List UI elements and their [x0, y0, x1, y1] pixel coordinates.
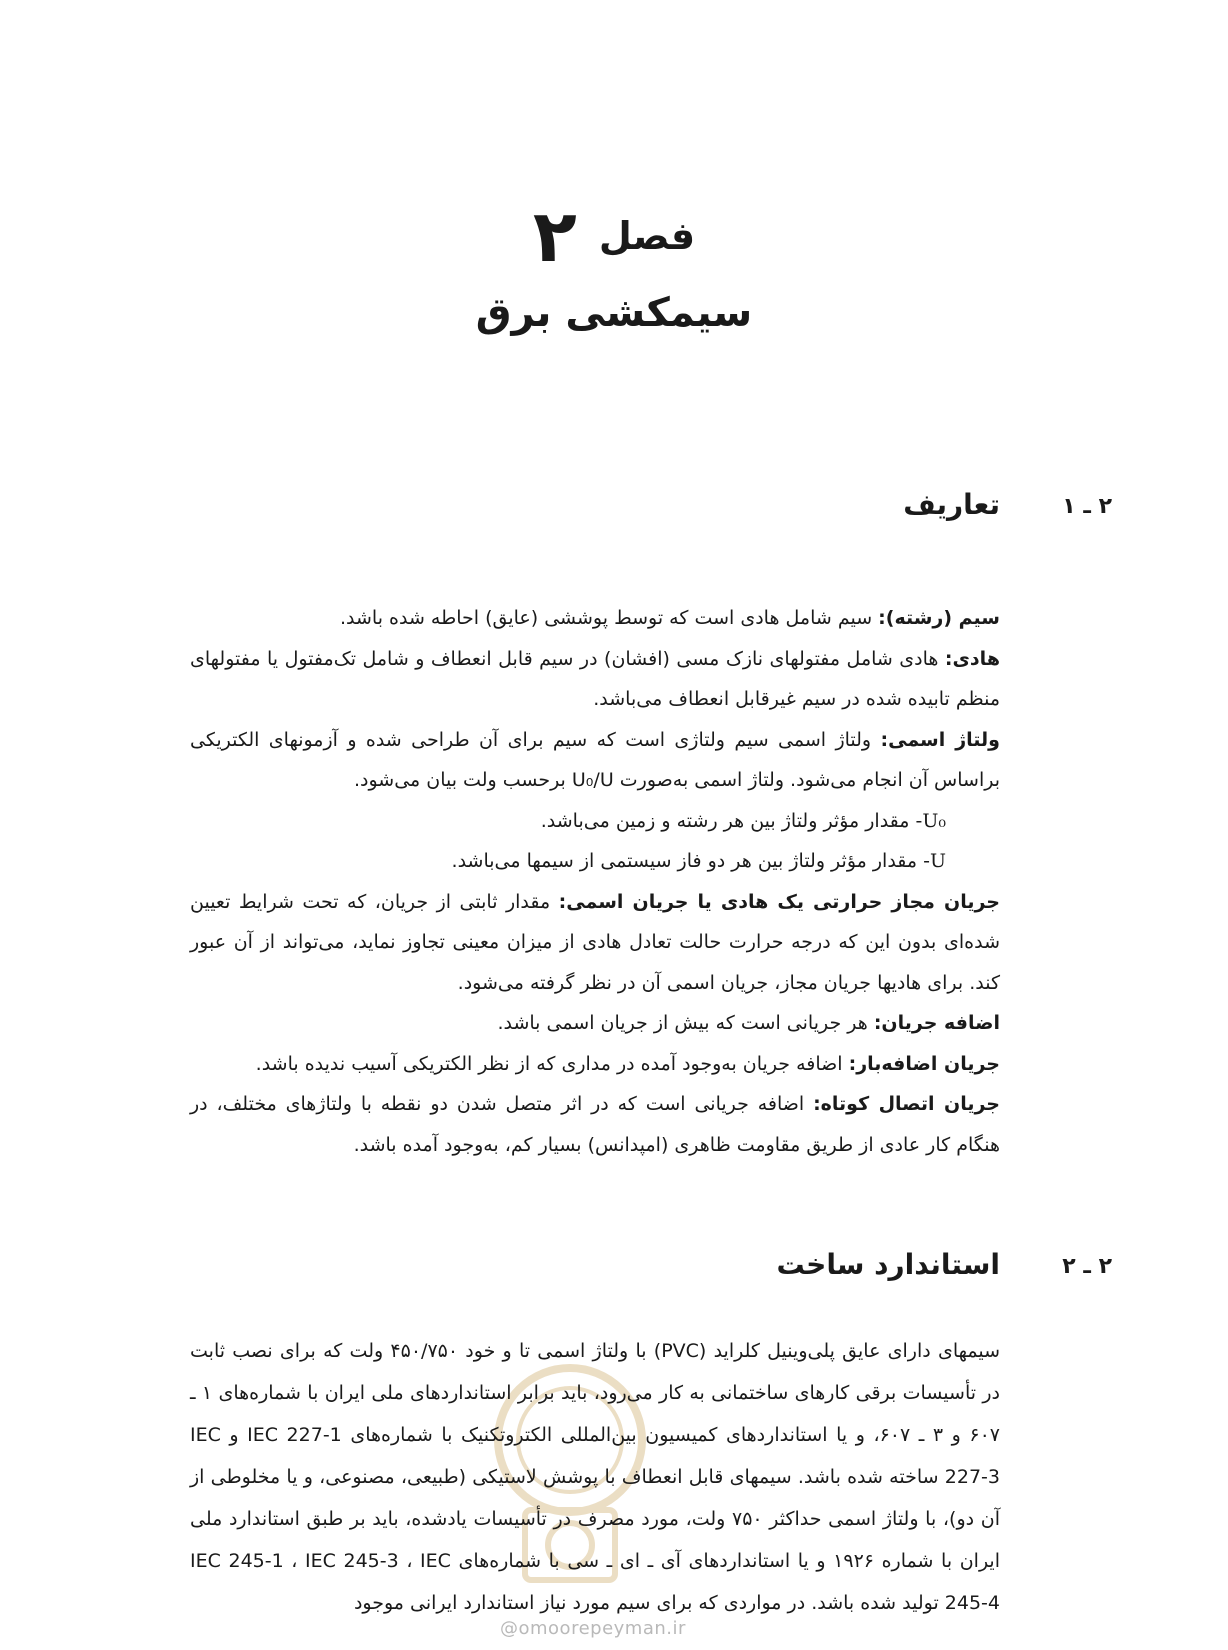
definition-text: اضافه جریانی است که در اثر متصل شدن دو نقطه با ولتاژهای مختلف، در هنگام کار عادی از طریق مقاومت ظاهری (امپدانس) بسیار کم، به‌وجود آمده باشد. [190, 1093, 1000, 1156]
definition-rated-current [190, 882, 1000, 1004]
chapter-label [0, 194, 1228, 278]
u0-symbol: U₀ [922, 809, 946, 832]
site-watermark: @omoorepeyman.ir [500, 1618, 686, 1639]
u-symbol: U [929, 850, 946, 872]
definition-overload-current [190, 1044, 1000, 1085]
section-title: تعاریف [903, 488, 1000, 521]
definition-text: سیم شامل هادی است که توسط پوششی (عایق) احاطه شده باشد. [340, 607, 879, 629]
definition-term: اضافه جریان: [873, 1012, 1000, 1034]
definition-term: سیم (رشته): [878, 607, 1000, 629]
definition-wire [190, 598, 1000, 639]
section-number: ۲ ـ ۱ [1062, 494, 1112, 519]
definition-overcurrent [190, 1003, 1000, 1044]
definition-conductor [190, 639, 1000, 720]
definition-term: جریان اتصال کوتاه: [813, 1093, 1000, 1115]
definition-term: جریان اضافه‌بار: [848, 1052, 1000, 1075]
u-description: - مقدار مؤثر ولتاژ بین هر دو فاز سیستمی از سیمها می‌باشد. [451, 850, 930, 872]
section-title: استاندارد ساخت [776, 1248, 1000, 1281]
u0-line [190, 801, 1000, 842]
definition-nominal-voltage [190, 720, 1000, 882]
definition-term: جریان مجاز حرارتی یک هادی یا جریان اسمی: [558, 890, 1000, 913]
u0-description: - مقدار مؤثر ولتاژ بین هر رشته و زمین می‌باشد. [540, 809, 923, 832]
definition-text: اضافه جریان به‌وجود آمده در مداری که از نظر الکتریکی آسیب ندیده باشد. [255, 1052, 849, 1075]
chapter-title: سیمکشی برق [475, 290, 753, 336]
definition-term: ولتاژ اسمی: [880, 728, 1000, 751]
definition-term: هادی: [944, 647, 1000, 670]
u-line [190, 841, 1000, 882]
definition-text: هادی شامل مفتولهای نازک مسی (افشان) در سیم قابل انعطاف و شامل تک‌مفتول یا مفتولهای منظم تابیده شده در سیم غیرقابل انعطاف می‌باشد. [190, 647, 1000, 710]
standard-paragraph: سیمهای دارای عایق پلی‌وینیل کلراید (PVC) با ولتاژ اسمی تا و خود ۴۵۰/۷۵۰ ولت که برای نصب ثابت در تأسیسات برقی کارهای ساختمانی به کار می‌رود، باید برابر استانداردهای ملی ایران با شماره‌های ۱ ـ ۶۰۷ و ۳ ـ ۶۰۷، و یا استانداردهای کمیسیون بین‌المللی الکتروتکنیک با شماره‌های IEC 227-1 و IEC 227-3 ساخته شده باشد. سیمهای قابل انعطاف با پوشش لاستیکی (طبیعی، مصنوعی، و یا مخلوطی از آن دو)، با ولتاژ اسمی حداکثر ۷۵۰ ولت، مورد مصرف در تأسیسات یادشده، باید بر طبق استاندارد ملی ایران با شماره ۱۹۲۶ و یا استانداردهای آی ـ ای ـ سی با شماره‌های IEC 245-1 ، IEC 245-3 ، IEC 245-4 تولید شده باشد. در مواردی که برای سیم مورد نیاز استاندارد ایرانی موجود [190, 1340, 1000, 1614]
chapter-word: فصل [598, 214, 696, 258]
definition-text: ولتاژ اسمی سیم ولتاژی است که سیم برای آن طراحی شده و آزمونهای الکتریکی براساس آن انجام می‌شود. ولتاژ اسمی به‌صورت U₀/U برحسب ولت بیان می‌شود. [190, 728, 1000, 791]
chapter-heading [0, 194, 1228, 336]
definition-text: هر جریانی است که بیش از جریان اسمی باشد. [497, 1012, 874, 1034]
definitions-list [190, 598, 1000, 1165]
definition-short-circuit [190, 1084, 1000, 1165]
definition-text: مقدار ثابتی از جریان، که تحت شرایط تعیین شده‌ای بدون این که درجه حرارت حالت تعادل هادی از میزان معینی تجاوز نماید، می‌تواند از آن عبور کند. برای هادیها جریان مجاز، جریان اسمی آن در نظر گرفته می‌شود. [190, 890, 1000, 994]
section-number: ۲ ـ ۲ [1062, 1254, 1112, 1279]
chapter-number: ۲ [532, 194, 577, 278]
